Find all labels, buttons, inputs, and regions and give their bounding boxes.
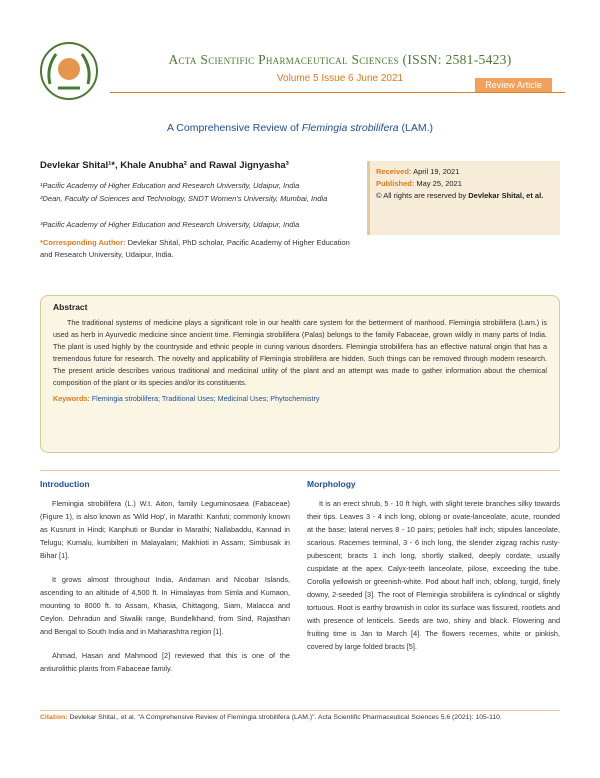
journal-logo-icon <box>38 40 100 102</box>
citation: Citation: Devlekar Shital., et al. "A Comprehensive Review of Flemingia strobilifera (LAM.)". Acta Scientific Pharmaceutical Sciences 5.6 (2021): 105-110. <box>40 714 502 721</box>
introduction-paragraph-3: Ahmad, Hasan and Mahmood [2] reviewed that this is one of the antiurolithic plants from Fabaceae family. <box>40 651 290 673</box>
footer-divider <box>40 710 560 711</box>
morphology-paragraph: It is an erect shrub, 5 - 10 ft high, with slight terete branches silky towards their tips. Leaves 3 - 4 inch long, oblong or ovate-lanceolate, acute, rounded at the base; lateral nerves 8 - 10 pairs; petioles half inch; stipules lanceolate, scarious. Racemes terminal, 3 - 6 inch long, the slender zigzag rachis rusty-pubescent; bracts 1 inch long, shortly stalked, deeply cordate, usually cuspidate at the apex. Calyx-teeth lanceolate, pilose, exceeding the tube. Corolla yellowish or greenish-white. Pod about half inch, oblong, turgid, finely downy, 2-seeded [3]. The root of Flemingia strobilifera is cylindrical or slightly tortuous. Root is earthy brownish in color its surface was fissured, rootlets and with presence of lenticels. Seeds are two, shiny and black. Flowering and fruiting time is Jan to March [4]. The flowers recemes, white or pinkish, covered by large folded bracts [5]. <box>307 499 560 651</box>
abstract-heading: Abstract <box>53 302 88 312</box>
introduction-column <box>40 478 290 686</box>
publication-dates-box: Received: April 19, 2021 Published: May 25, 2021 © All rights are reserved by Devlekar Shital, et al. <box>367 161 560 235</box>
article-type-badge: Review Article <box>475 78 552 92</box>
morphology-column <box>307 478 560 664</box>
corresponding-author: *Corresponding Author: Devlekar Shital, PhD scholar, Pacific Academy of Higher Education and Research University, Udaipur, India. <box>40 238 350 259</box>
article-title: A Comprehensive Review of Flemingia strobilifera (LAM.) <box>166 122 434 134</box>
introduction-paragraph-1: Flemingia strobilifera (L.) W.t. Aiton, family Leguminosaea (Fabaceae) (Figure 1), is also known as 'Wild Hop', in Marathi: Kanfuti; commonly known as Kusrunt in Hindi; Kanphuti or Bundar in Marathi; Nallabaddu, Kannad in Telugu; Kumalu, kumbilteri in Malayalam; Makhioti in Assam; Simbusak in Bihar [1]. <box>40 499 290 560</box>
keywords: Keywords: Flemingia strobilifera; Traditional Uses; Medicinal Uses; Phytochemistry <box>53 394 320 403</box>
morphology-heading: Morphology <box>307 479 356 489</box>
volume-issue: Volume 5 Issue 6 June 2021 <box>276 73 404 84</box>
introduction-paragraph-2: It grows almost throughout India, Andaman and Nicobar Islands, ascending to an altitude of 4,500 ft. In Himalayas from Simla and Kumaon, mounting to 8000 ft. to Assam, Khasia, Chittagong, Siam, Malacca and Ceylon. Dehradun and Siwalik range, Bundelkhand, from Sind, Rajasthan and Bengal to South India and in Maharashtra region [1]. <box>40 575 290 636</box>
author-list: Devlekar Shital¹*, Khale Anubha² and Rawal Jignyasha³ <box>40 160 289 171</box>
journal-title: Acta Scientific Pharmaceutical Sciences (ISSN: 2581-5423) <box>168 52 512 67</box>
abstract-body: The traditional systems of medicine plays a significant role in our health care system for the betterment of manhood. Flemingia strobilifera (Lam.) is used as herb in Ayurvedic medicine since ancient time. Flemingia strobilifera (Palas) belongs to the family Fabaceae, grown wildly in many parts of India. The plant is used highly by the countryside and ethnic people in curing various disorders. Flemingia strobilifera has an effective natural origin that has a tremendous future for research. The novelty and applicability of Flemingia strobilifera are hidden. Such things can be removed through modern research. The present article describes various traditional and medicinal utility of the plant and an attempt was made to gather information about the chemical composition of the plant or its species and/or its constituents. <box>53 318 547 387</box>
affiliation-1: ¹Pacific Academy of Higher Education and Research University, Udaipur, India <box>40 181 300 190</box>
affiliation-3: ³Pacific Academy of Higher Education and Research University, Udaipur, India <box>40 220 300 229</box>
section-divider <box>40 470 560 471</box>
introduction-heading: Introduction <box>40 479 90 489</box>
header-divider <box>110 92 565 93</box>
affiliation-2: ²Dean, Faculty of Sciences and Technology, SNDT Women's University, Mumbai, India <box>40 194 328 203</box>
abstract-box <box>40 295 560 453</box>
